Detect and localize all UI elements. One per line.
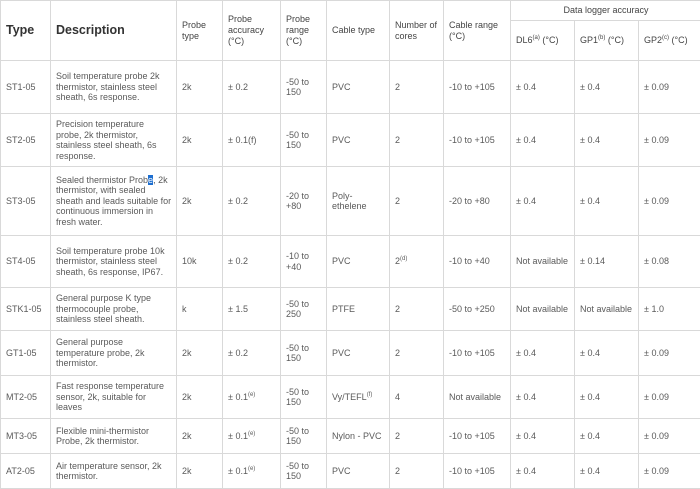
cell-probe-accuracy bbox=[223, 419, 281, 454]
cell-gp2: ± 0.09 bbox=[639, 454, 700, 489]
cell-probe-range: -50 to 150 bbox=[281, 331, 327, 376]
cell-dl6: Not available bbox=[511, 288, 575, 331]
cable-value: Vy/TEFL bbox=[332, 392, 367, 402]
cell-probe-range: -50 to 150 bbox=[281, 419, 327, 454]
accuracy-footnote: (e) bbox=[248, 431, 255, 437]
cell-probe-type: 10k bbox=[177, 236, 223, 288]
cell-probe-accuracy: ± 0.2 bbox=[223, 167, 281, 236]
cell-type: ST1-05 bbox=[1, 61, 51, 114]
cell-cable-range: -10 to +105 bbox=[444, 61, 511, 114]
cell-dl6: Not available bbox=[511, 236, 575, 288]
cell-number-of-cores: 2 bbox=[390, 167, 444, 236]
cell-description: General purpose temperature probe, 2k thermistor. bbox=[51, 331, 177, 376]
accuracy-value: ± 0.1 bbox=[228, 466, 248, 476]
table-row bbox=[1, 236, 700, 288]
table-row bbox=[1, 419, 700, 454]
cell-cable-type: Poly-ethelene bbox=[327, 167, 390, 236]
cell-gp1: ± 0.4 bbox=[575, 114, 639, 167]
header-probe-type: Probe type bbox=[177, 1, 223, 61]
cell-probe-accuracy: ± 0.2 bbox=[223, 331, 281, 376]
cell-cable-range: -50 to +250 bbox=[444, 288, 511, 331]
accuracy-footnote: (e) bbox=[248, 392, 255, 398]
header-cable-range: Cable range (°C) bbox=[444, 1, 511, 61]
cell-probe-type: 2k bbox=[177, 419, 223, 454]
cell-gp2: ± 0.09 bbox=[639, 114, 700, 167]
cell-gp2: ± 0.09 bbox=[639, 376, 700, 419]
cell-cable-range: -10 to +105 bbox=[444, 114, 511, 167]
description-text: , 2k thermistor, with sealed sheath and leads suitable for continuous immersion in fresh water. bbox=[56, 175, 171, 227]
cell-type: STK1-05 bbox=[1, 288, 51, 331]
cell-cable-type: PVC bbox=[327, 236, 390, 288]
cell-number-of-cores: 2 bbox=[390, 331, 444, 376]
header-gp2 bbox=[639, 21, 700, 61]
header-description: Description bbox=[51, 1, 177, 61]
cell-number-of-cores: 2 bbox=[390, 288, 444, 331]
header-probe-range: Probe range (°C) bbox=[281, 1, 327, 61]
cell-probe-range: -10 to +40 bbox=[281, 236, 327, 288]
table-row bbox=[1, 288, 700, 331]
cell-probe-type: 2k bbox=[177, 61, 223, 114]
cell-probe-range: -50 to 150 bbox=[281, 376, 327, 419]
cell-cable-range: Not available bbox=[444, 376, 511, 419]
header-gp1-footnote: (b) bbox=[598, 35, 605, 41]
header-dl6 bbox=[511, 21, 575, 61]
cell-cable-type bbox=[327, 376, 390, 419]
cable-footnote: (f) bbox=[367, 392, 373, 398]
cell-cable-range: -20 to +80 bbox=[444, 167, 511, 236]
cell-number-of-cores: 2 bbox=[390, 454, 444, 489]
cell-dl6: ± 0.4 bbox=[511, 454, 575, 489]
cell-gp2: ± 0.08 bbox=[639, 236, 700, 288]
cell-type: AT2-05 bbox=[1, 454, 51, 489]
table-row bbox=[1, 454, 700, 489]
header-gp1-unit: (°C) bbox=[605, 35, 624, 45]
cell-probe-type: 2k bbox=[177, 376, 223, 419]
table-row bbox=[1, 61, 700, 114]
cell-type: GT1-05 bbox=[1, 331, 51, 376]
cell-probe-range: -50 to 150 bbox=[281, 114, 327, 167]
cores-value: 2 bbox=[395, 256, 400, 266]
cell-probe-range: -50 to 150 bbox=[281, 454, 327, 489]
cell-description: Precision temperature probe, 2k thermistor, stainless steel sheath, 6s response. bbox=[51, 114, 177, 167]
accuracy-footnote: (e) bbox=[248, 466, 255, 472]
cell-dl6: ± 0.4 bbox=[511, 167, 575, 236]
cell-dl6: ± 0.4 bbox=[511, 331, 575, 376]
cell-probe-accuracy: ± 0.2 bbox=[223, 236, 281, 288]
cell-gp2: ± 1.0 bbox=[639, 288, 700, 331]
cell-cable-type: Nylon - PVC bbox=[327, 419, 390, 454]
header-type: Type bbox=[1, 1, 51, 61]
cell-gp1: Not available bbox=[575, 288, 639, 331]
table-row bbox=[1, 167, 700, 236]
cell-number-of-cores bbox=[390, 236, 444, 288]
cell-gp1: ± 0.14 bbox=[575, 236, 639, 288]
cell-probe-accuracy: ± 0.2 bbox=[223, 61, 281, 114]
header-probe-accuracy: Probe accuracy (°C) bbox=[223, 1, 281, 61]
text-selection-highlight: e bbox=[148, 175, 153, 185]
cell-type: ST3-05 bbox=[1, 167, 51, 236]
cell-number-of-cores: 2 bbox=[390, 419, 444, 454]
cell-cable-type: PVC bbox=[327, 61, 390, 114]
accuracy-value: ± 0.1 bbox=[228, 392, 248, 402]
header-data-logger-accuracy: Data logger accuracy bbox=[511, 1, 700, 21]
cell-cable-type: PVC bbox=[327, 331, 390, 376]
cell-description: Air temperature sensor, 2k thermistor. bbox=[51, 454, 177, 489]
cell-gp1: ± 0.4 bbox=[575, 331, 639, 376]
cell-number-of-cores: 2 bbox=[390, 114, 444, 167]
cell-cable-range: -10 to +105 bbox=[444, 331, 511, 376]
description-text: Sealed thermistor Prob bbox=[56, 175, 148, 185]
cell-description: General purpose K type thermocouple probe, stainless steel sheath. bbox=[51, 288, 177, 331]
cell-probe-type: 2k bbox=[177, 331, 223, 376]
cell-probe-accuracy: ± 1.5 bbox=[223, 288, 281, 331]
cell-gp1: ± 0.4 bbox=[575, 419, 639, 454]
cell-probe-accuracy bbox=[223, 376, 281, 419]
cell-type: MT3-05 bbox=[1, 419, 51, 454]
table-row bbox=[1, 114, 700, 167]
cell-dl6: ± 0.4 bbox=[511, 419, 575, 454]
cell-type: ST4-05 bbox=[1, 236, 51, 288]
cell-number-of-cores: 4 bbox=[390, 376, 444, 419]
table-row bbox=[1, 376, 700, 419]
cell-description: Flexible mini-thermistor Probe, 2k thermistor. bbox=[51, 419, 177, 454]
cell-gp1: ± 0.4 bbox=[575, 376, 639, 419]
cell-probe-type: 2k bbox=[177, 114, 223, 167]
cell-probe-accuracy bbox=[223, 454, 281, 489]
cell-probe-range: -50 to 150 bbox=[281, 61, 327, 114]
cell-gp1: ± 0.4 bbox=[575, 454, 639, 489]
cell-cable-range: -10 to +40 bbox=[444, 236, 511, 288]
cell-probe-type: 2k bbox=[177, 454, 223, 489]
cell-cable-type: PVC bbox=[327, 114, 390, 167]
cell-dl6: ± 0.4 bbox=[511, 61, 575, 114]
header-gp2-footnote: (c) bbox=[662, 35, 669, 41]
cell-dl6: ± 0.4 bbox=[511, 114, 575, 167]
header-dl6-name: DL6 bbox=[516, 35, 533, 45]
header-gp2-name: GP2 bbox=[644, 35, 662, 45]
cell-probe-range: -20 to +80 bbox=[281, 167, 327, 236]
cell-number-of-cores: 2 bbox=[390, 61, 444, 114]
header-dl6-unit: (°C) bbox=[540, 35, 559, 45]
header-gp1 bbox=[575, 21, 639, 61]
cell-gp2: ± 0.09 bbox=[639, 167, 700, 236]
cell-gp2: ± 0.09 bbox=[639, 419, 700, 454]
table-row bbox=[1, 331, 700, 376]
cell-cable-type: PTFE bbox=[327, 288, 390, 331]
cell-gp2: ± 0.09 bbox=[639, 61, 700, 114]
cell-gp1: ± 0.4 bbox=[575, 167, 639, 236]
cell-gp2: ± 0.09 bbox=[639, 331, 700, 376]
cell-type: MT2-05 bbox=[1, 376, 51, 419]
header-dl6-footnote: (a) bbox=[533, 35, 540, 41]
cell-description: Soil temperature probe 2k thermistor, stainless steel sheath, 6s response. bbox=[51, 61, 177, 114]
cell-description bbox=[51, 167, 177, 236]
cell-type: ST2-05 bbox=[1, 114, 51, 167]
accuracy-value: ± 0.1 bbox=[228, 431, 248, 441]
cell-cable-range: -10 to +105 bbox=[444, 419, 511, 454]
cell-probe-range: -50 to 250 bbox=[281, 288, 327, 331]
cell-probe-type: k bbox=[177, 288, 223, 331]
cell-description: Fast response temperature sensor, 2k, suitable for leaves bbox=[51, 376, 177, 419]
cell-gp1: ± 0.4 bbox=[575, 61, 639, 114]
cell-probe-type: 2k bbox=[177, 167, 223, 236]
header-gp2-unit: (°C) bbox=[669, 35, 688, 45]
cell-cable-type: PVC bbox=[327, 454, 390, 489]
cores-footnote: (d) bbox=[400, 256, 407, 262]
cell-description: Soil temperature probe 10k thermistor, stainless steel sheath, 6s response, IP67. bbox=[51, 236, 177, 288]
cell-cable-range: -10 to +105 bbox=[444, 454, 511, 489]
cell-probe-accuracy: ± 0.1(f) bbox=[223, 114, 281, 167]
header-gp1-name: GP1 bbox=[580, 35, 598, 45]
header-number-of-cores: Number of cores bbox=[390, 1, 444, 61]
header-cable-type: Cable type bbox=[327, 1, 390, 61]
cell-dl6: ± 0.4 bbox=[511, 376, 575, 419]
